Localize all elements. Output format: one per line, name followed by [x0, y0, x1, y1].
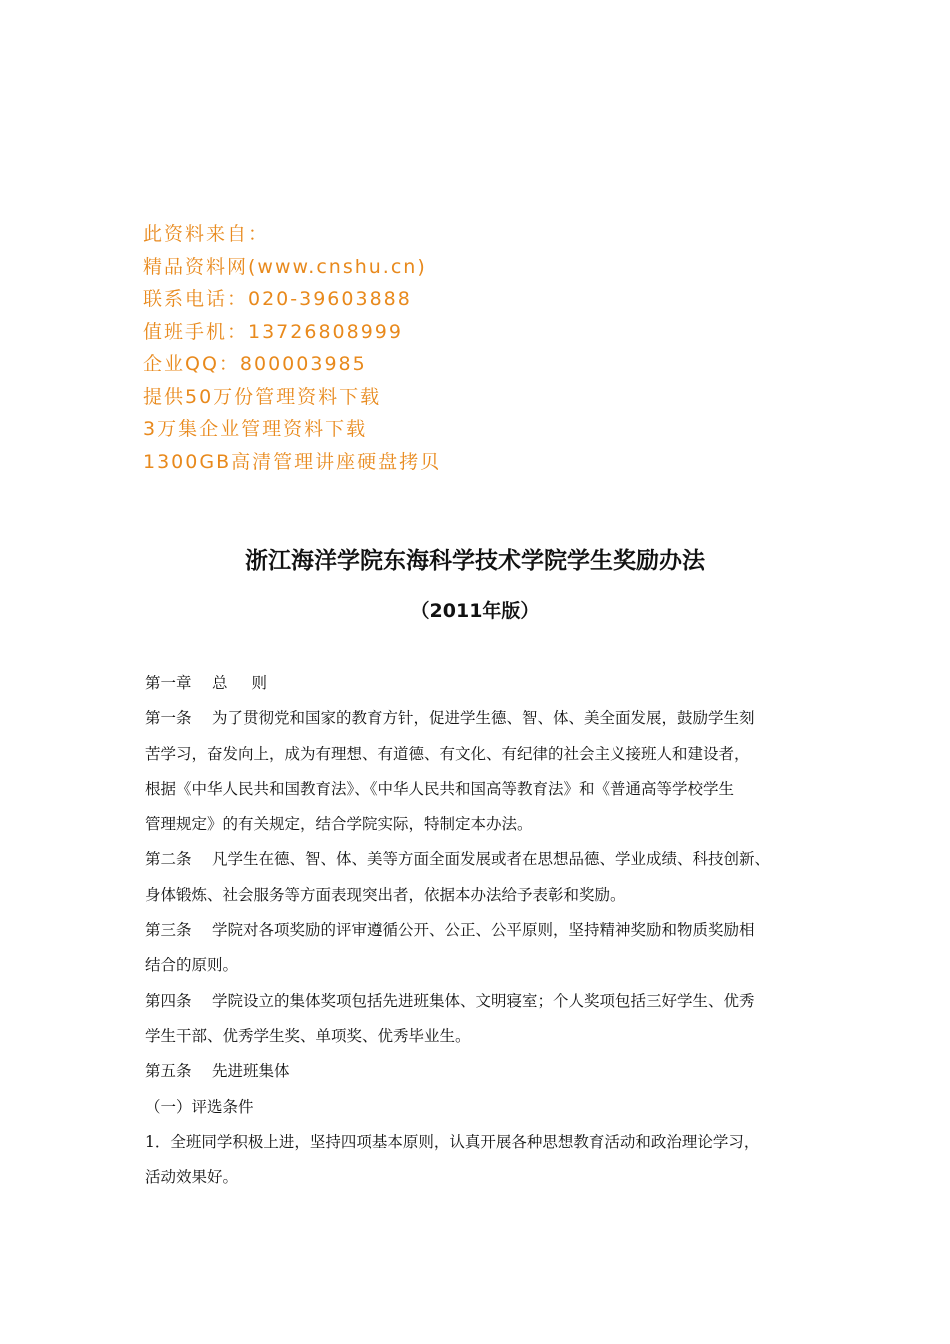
article-4-text: 学院设立的集体奖项包括先进班集体、文明寝室；个人奖项包括三好学生、优秀: [212, 991, 755, 1010]
article-5-heading: 先进班集体: [212, 1062, 290, 1081]
promo-line-offer-2: 3万集企业管理资料下载: [143, 418, 368, 440]
article-4-line-2: 学生干部、优秀学生奖、单项奖、优秀毕业生。: [145, 1026, 471, 1045]
chapter-label: 第一章: [145, 674, 192, 692]
article-4-label: 第四条: [145, 991, 192, 1010]
article-2-label: 第二条: [145, 850, 192, 869]
article-2-text: 凡学生在德、智、体、美等方面全面发展或者在思想品德、学业成绩、科技创新、: [212, 850, 771, 869]
promo-line-qq: 企业QQ：800003985: [143, 353, 367, 375]
item-1-line-1: 1．全班同学积极上进，坚持四项基本原则，认真开展各种思想教育活动和政治理论学习，: [145, 1132, 760, 1151]
promo-line-source: 此资料来自：: [143, 223, 270, 245]
article-2-line-1: [145, 844, 825, 879]
chapter-heading: [145, 668, 825, 703]
article-1-text: 为了贯彻党和国家的教育方针，促进学生德、智、体、美全面发展，鼓励学生刻: [212, 709, 755, 728]
article-1-line-3: 根据《中华人民共和国教育法》、《中华人民共和国高等教育法》和《普通高等学校学生: [145, 779, 735, 798]
article-3-text: 学院对各项奖励的评审遵循公开、公正、公平原则，坚持精神奖励和物质奖励相: [212, 921, 755, 940]
article-5-label: 第五条: [145, 1062, 192, 1081]
chapter-name-part-2: 则: [251, 674, 268, 692]
article-1-line-4: 管理规定》的有关规定，结合学院实际，特制定本办法。: [145, 815, 533, 834]
article-4-line-1: [145, 986, 825, 1021]
document-title: 浙江海洋学院东海科学技术学院学生奖励办法: [245, 548, 705, 574]
source-info-block: [143, 218, 743, 478]
article-1-line-2: 苦学习，奋发向上，成为有理想、有道德、有文化、有纪律的社会主义接班人和建设者，: [145, 744, 750, 763]
article-2-line-2: 身体锻炼、社会服务等方面表现突出者，依据本办法给予表彰和奖励。: [145, 885, 626, 904]
article-5-line: [145, 1056, 825, 1091]
promo-line-phone: 联系电话：020-39603888: [143, 288, 412, 310]
promo-line-website: 精品资料网(www.cnshu.cn): [143, 255, 427, 278]
chapter-name-part-1: 总: [212, 674, 228, 692]
item-1-line-2: 活动效果好。: [145, 1168, 239, 1187]
article-3-label: 第三条: [145, 921, 192, 940]
article-1-label: 第一条: [145, 709, 192, 728]
document-subtitle: （2011年版）: [410, 600, 540, 622]
promo-line-offer-1: 提供50万份管理资料下载: [143, 385, 382, 408]
article-3-line-2: 结合的原则。: [145, 956, 239, 975]
promo-line-offer-3: 1300GB高清管理讲座硬盘拷贝: [143, 450, 442, 473]
article-3-line-1: [145, 915, 825, 950]
promo-line-mobile: 值班手机：13726808999: [143, 320, 403, 343]
document-body: [145, 668, 825, 1197]
article-1-line-1: [145, 703, 825, 738]
section-heading: （一）评选条件: [145, 1097, 254, 1116]
